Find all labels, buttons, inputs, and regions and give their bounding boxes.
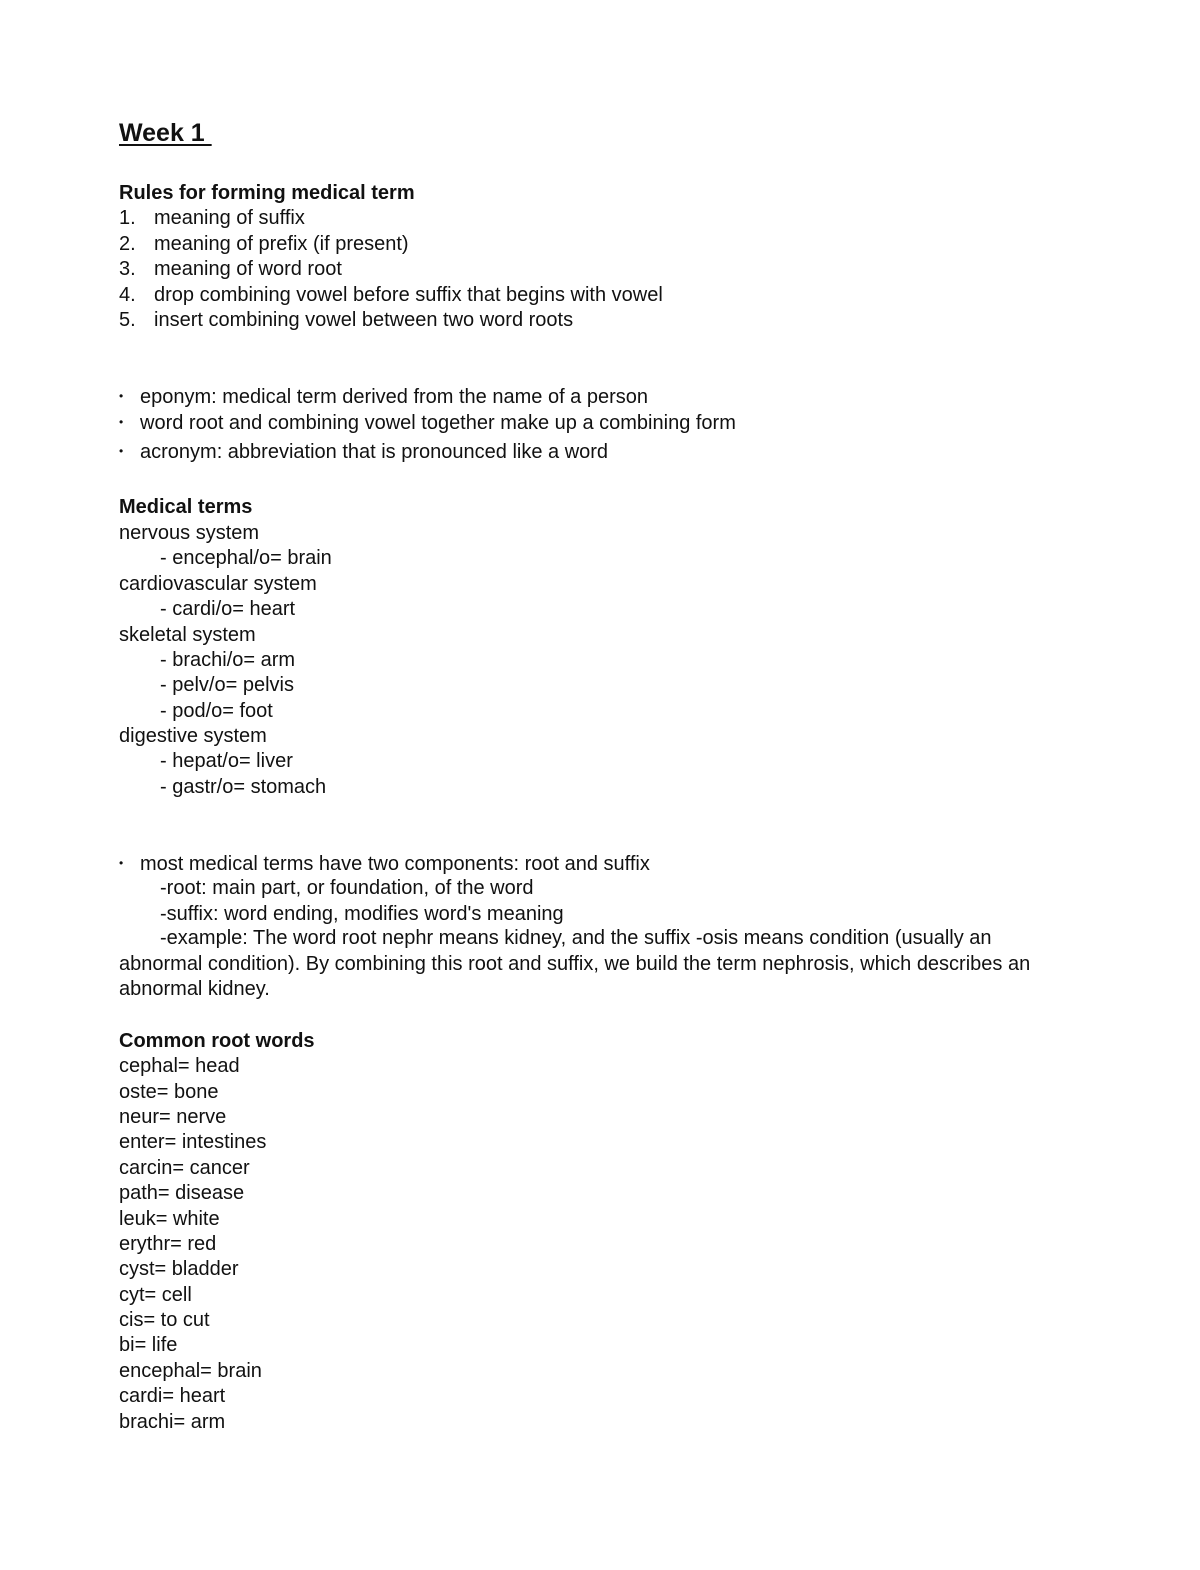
rule-number: 1. xyxy=(119,207,136,229)
root-word-item: cis= to cut xyxy=(119,1309,210,1331)
root-word-item: cardi= heart xyxy=(119,1385,226,1407)
system-term: - pelv/o= pelvis xyxy=(160,674,294,696)
component-suffix: -suffix: word ending, modifies word's meaning xyxy=(160,903,564,925)
common-roots-heading: Common root words xyxy=(119,1030,315,1052)
system-term: - hepat/o= liver xyxy=(160,750,293,772)
system-name: skeletal system xyxy=(119,624,256,646)
root-word-item: cyt= cell xyxy=(119,1284,192,1306)
rule-item xyxy=(119,282,663,308)
rule-text: meaning of prefix (if present) xyxy=(154,233,409,255)
rule-number: 4. xyxy=(119,284,136,306)
system-name: cardiovascular system xyxy=(119,573,317,595)
page-title: Week 1 xyxy=(119,119,212,147)
system-term: - pod/o= foot xyxy=(160,700,273,722)
medical-terms-heading: Medical terms xyxy=(119,496,253,518)
rule-text: insert combining vowel between two word roots xyxy=(154,309,574,331)
root-word-item: encephal= brain xyxy=(119,1360,262,1382)
root-word-item: path= disease xyxy=(119,1182,245,1204)
component-example xyxy=(119,926,1079,1003)
bullet-icon: • xyxy=(119,415,124,429)
rule-text: meaning of word root xyxy=(154,258,342,280)
system-term: - encephal/o= brain xyxy=(160,547,332,569)
root-word-item: neur= nerve xyxy=(119,1106,227,1128)
bullet-icon: • xyxy=(119,444,124,458)
system-term: - gastr/o= stomach xyxy=(160,776,327,798)
bullet-icon: • xyxy=(119,856,124,870)
bullet-text: word root and combining vowel together make up a combining form xyxy=(140,412,736,434)
root-word-item: leuk= white xyxy=(119,1208,220,1230)
rule-text: meaning of suffix xyxy=(154,207,305,229)
bullet-icon: • xyxy=(119,389,124,403)
rule-number: 3. xyxy=(119,258,136,280)
root-word-item: erythr= red xyxy=(119,1233,217,1255)
root-word-item: oste= bone xyxy=(119,1081,219,1103)
bullet-item xyxy=(119,409,736,436)
root-word-item: bi= life xyxy=(119,1334,178,1356)
rule-number: 2. xyxy=(119,233,136,255)
root-word-item: cyst= bladder xyxy=(119,1258,239,1280)
system-term: - brachi/o= arm xyxy=(160,649,296,671)
bullet-text: eponym: medical term derived from the name of a person xyxy=(140,386,649,408)
rule-text: drop combining vowel before suffix that begins with vowel xyxy=(154,284,663,306)
bullet-text: acronym: abbreviation that is pronounced like a word xyxy=(140,441,609,463)
component-root: -root: main part, or foundation, of the word xyxy=(160,877,534,899)
bullet-item xyxy=(119,383,648,410)
rule-number: 5. xyxy=(119,309,136,331)
bullet-text: most medical terms have two components: root and suffix xyxy=(140,853,650,875)
rule-item xyxy=(119,256,342,282)
rule-item xyxy=(119,231,409,257)
root-word-item: carcin= cancer xyxy=(119,1157,250,1179)
root-word-item: brachi= arm xyxy=(119,1411,226,1433)
root-word-item: cephal= head xyxy=(119,1055,240,1077)
bullet-item xyxy=(119,438,608,465)
rule-item xyxy=(119,205,305,231)
rules-heading: Rules for forming medical term xyxy=(119,182,415,204)
rule-item xyxy=(119,307,573,333)
component-example-text: -example: The word root nephr means kidney, and the suffix -osis means condition (usually an abnormal condition). By combining this root and suffix, we build the term nephrosis, which describes an abnormal kidney. xyxy=(119,927,1031,1000)
system-term: - cardi/o= heart xyxy=(160,598,296,620)
system-name: nervous system xyxy=(119,522,260,544)
system-name: digestive system xyxy=(119,725,267,747)
root-word-item: enter= intestines xyxy=(119,1131,267,1153)
bullet-item xyxy=(119,850,650,877)
